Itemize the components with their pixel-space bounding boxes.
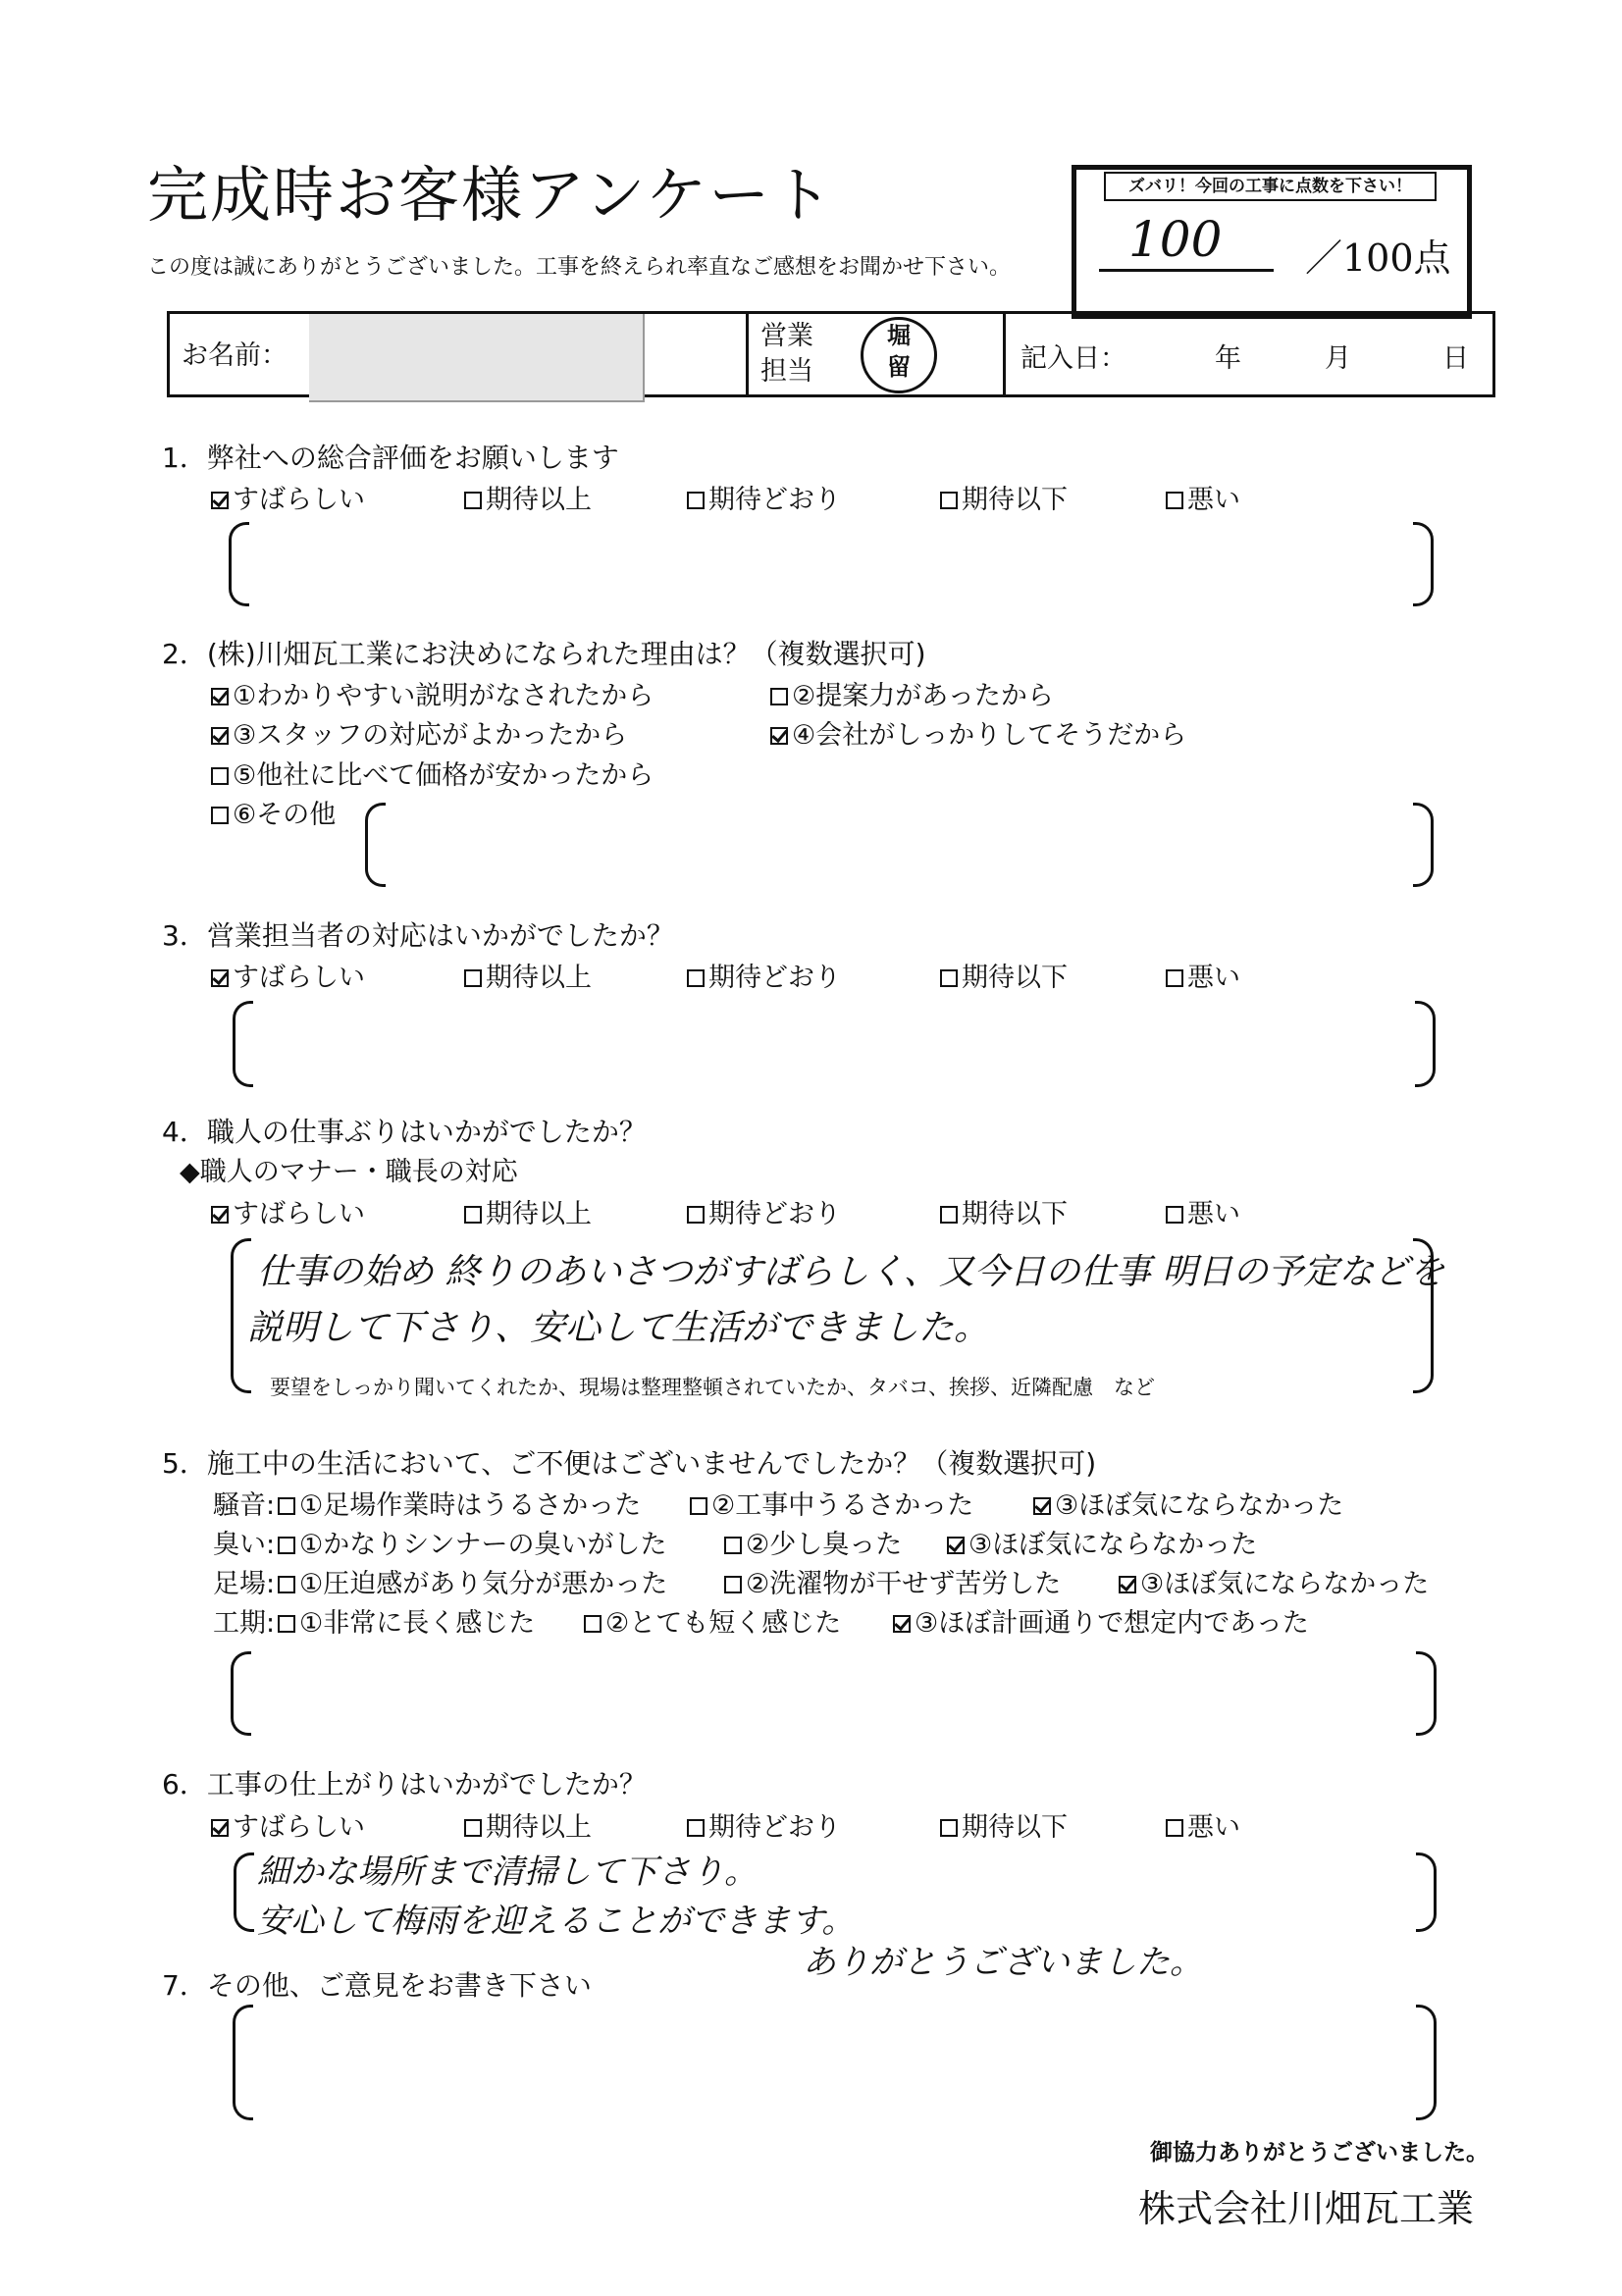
q7-comment-left-bracket	[233, 2005, 253, 2120]
sales-label	[760, 319, 819, 390]
checkbox[interactable]	[584, 1615, 602, 1633]
q3-option[interactable]: 期待以下	[940, 956, 1068, 994]
q3-title: 3．営業担当者の対応はいかがでしたか？	[162, 919, 674, 952]
q5-option[interactable]: ①足場作業時はうるさかった	[278, 1484, 641, 1522]
q6-option[interactable]: 期待以上	[464, 1805, 592, 1844]
q6-option[interactable]: すばらしい	[211, 1805, 365, 1844]
checkbox[interactable]	[687, 1819, 705, 1837]
q4-title: 4．職人の仕事ぶりはいかがでしたか？	[162, 1116, 647, 1148]
q2-option[interactable]: ④会社がしっかりしてそうだから	[770, 713, 1186, 752]
q2-option[interactable]: ⑤他社に比べて価格が安かったから	[211, 754, 654, 792]
score-label: ズバリ！今回の工事に点数を下さい！	[1104, 172, 1437, 201]
sales-stamp	[861, 317, 937, 393]
q4-option[interactable]: 悪い	[1166, 1192, 1240, 1230]
sales-label-line1: 営業	[760, 321, 813, 351]
q4-handwritten-comment-line1: 仕事の始め 終りのあいさつがすばらしく、又今日の仕事 明日の予定などを	[257, 1252, 1445, 1292]
checkbox[interactable]	[1166, 1819, 1183, 1837]
q1-title: 1．弊社への総合評価をお願いします	[162, 442, 619, 474]
stamp-line1: 堀	[887, 322, 911, 349]
q3-option[interactable]: 期待どおり	[687, 956, 841, 994]
checkbox[interactable]	[211, 492, 229, 509]
q5-option[interactable]: ①非常に長く感じた	[278, 1601, 535, 1640]
checkbox[interactable]	[464, 1819, 482, 1837]
q5-option[interactable]: ②洗濯物が干せず苦労した	[724, 1562, 1061, 1600]
checkbox[interactable]	[211, 688, 229, 705]
q2-other-right-bracket	[1413, 803, 1434, 887]
checkbox[interactable]	[211, 1819, 229, 1837]
checkbox[interactable]	[940, 492, 958, 509]
checkbox[interactable]	[940, 969, 958, 987]
q4-handwritten-comment-line2: 説明して下さり、安心して生活ができました。	[247, 1308, 990, 1348]
checkbox[interactable]	[770, 688, 788, 705]
q6-comment-left-bracket	[234, 1852, 254, 1932]
q1-option[interactable]: 期待以下	[940, 478, 1068, 516]
q5-option[interactable]: ③ほぼ気にならなかった	[947, 1523, 1257, 1561]
q2-option[interactable]: ⑥その他	[211, 793, 336, 831]
checkbox[interactable]	[211, 767, 229, 785]
checkbox[interactable]	[690, 1497, 707, 1515]
q2-option[interactable]: ③スタッフの対応がよかったから	[211, 713, 627, 752]
q1-option[interactable]: 期待どおり	[687, 478, 841, 516]
checkbox[interactable]	[1119, 1576, 1136, 1593]
checkbox[interactable]	[278, 1497, 295, 1515]
q4-subheading: ◆職人のマナー・職長の対応	[180, 1157, 518, 1187]
checkbox[interactable]	[211, 1206, 229, 1224]
q6-comment-right-bracket	[1416, 1852, 1437, 1932]
page-title: 完成時お客様アンケート	[147, 159, 835, 231]
page-subtitle: この度は誠にありがとうございました。工事を終えられ率直なご感想をお聞かせ下さい。	[147, 255, 1012, 280]
q1-option[interactable]: すばらしい	[211, 478, 365, 516]
q3-option[interactable]: 悪い	[1166, 956, 1240, 994]
checkbox[interactable]	[770, 727, 788, 745]
checkbox[interactable]	[278, 1576, 295, 1593]
sales-label-line2: 担当	[760, 356, 813, 387]
date-month: 月	[1325, 343, 1351, 374]
divider	[746, 311, 749, 394]
date-year: 年	[1215, 343, 1241, 374]
checkbox[interactable]	[893, 1615, 911, 1633]
score-max: ／100点	[1305, 236, 1451, 280]
date-day: 日	[1442, 343, 1469, 374]
checkbox[interactable]	[1166, 492, 1183, 509]
q5-option[interactable]: ③ほぼ計画通りで想定内であった	[893, 1601, 1309, 1640]
q5-option[interactable]: ②工事中うるさかった	[690, 1484, 973, 1522]
score-underline	[1099, 269, 1274, 272]
q4-option[interactable]: すばらしい	[211, 1192, 365, 1230]
q3-option[interactable]: 期待以上	[464, 956, 592, 994]
q5-row-label: 騒音:	[213, 1490, 276, 1521]
checkbox[interactable]	[211, 969, 229, 987]
q2-option[interactable]: ①わかりやすい説明がなされたから	[211, 674, 654, 712]
q6-handwritten-comment-line3: ありがとうございました。	[803, 1943, 1203, 1982]
q5-comment-right-bracket	[1416, 1651, 1437, 1736]
checkbox[interactable]	[687, 1206, 705, 1224]
score-value[interactable]: 100	[1128, 211, 1223, 268]
q1-comment-right-bracket	[1413, 522, 1434, 606]
q2-title: 2．(株)川畑瓦工業にお決めになられた理由は？（複数選択可)	[162, 638, 926, 670]
checkbox[interactable]	[464, 1206, 482, 1224]
q6-handwritten-comment-line1: 細かな場所まで清掃して下さり。	[257, 1852, 758, 1892]
q5-option[interactable]: ①圧迫感があり気分が悪かった	[278, 1562, 667, 1600]
company-name: 株式会社川畑瓦工業	[1138, 2187, 1475, 2230]
checkbox[interactable]	[940, 1819, 958, 1837]
checkbox[interactable]	[940, 1206, 958, 1224]
q4-hint: 要望をしっかり聞いてくれたか、現場は整理整頓されていたか、タバコ、挨拶、近隣配慮 など	[270, 1376, 1155, 1399]
checkbox[interactable]	[278, 1537, 295, 1554]
checkbox[interactable]	[464, 492, 482, 509]
checkbox[interactable]	[947, 1537, 965, 1554]
q5-option[interactable]: ②とても短く感じた	[584, 1601, 841, 1640]
footer-thanks: 御協力ありがとうございました。	[1150, 2140, 1489, 2166]
date-label: 記入日：	[1020, 343, 1126, 374]
checkbox[interactable]	[724, 1537, 742, 1554]
q5-row-label: 臭い:	[213, 1530, 276, 1560]
q6-option[interactable]: 悪い	[1166, 1805, 1240, 1844]
q4-option[interactable]: 期待どおり	[687, 1192, 841, 1230]
q5-comment-left-bracket	[231, 1651, 251, 1736]
checkbox[interactable]	[687, 969, 705, 987]
q5-row-label: 工期:	[213, 1608, 276, 1639]
checkbox[interactable]	[464, 969, 482, 987]
q4-option[interactable]: 期待以下	[940, 1192, 1068, 1230]
checkbox[interactable]	[1166, 969, 1183, 987]
q6-option[interactable]: 期待どおり	[687, 1805, 841, 1844]
q3-comment-right-bracket	[1415, 1001, 1436, 1087]
name-label: お名前：	[182, 340, 288, 371]
q4-option[interactable]: 期待以上	[464, 1192, 592, 1230]
q1-option[interactable]: 期待以上	[464, 478, 592, 516]
q6-title: 6．工事の仕上がりはいかがでしたか？	[162, 1768, 647, 1800]
q6-option[interactable]: 期待以下	[940, 1805, 1068, 1844]
checkbox[interactable]	[211, 807, 229, 824]
q1-comment-left-bracket	[229, 522, 249, 606]
checkbox[interactable]	[724, 1576, 742, 1593]
checkbox[interactable]	[1166, 1206, 1183, 1224]
q5-title: 5．施工中の生活において、ご不便はございませんでしたか？（複数選択可)	[162, 1447, 1097, 1480]
q3-comment-left-bracket	[233, 1001, 253, 1087]
name-field-redacted[interactable]	[309, 314, 645, 402]
q5-option[interactable]: ③ほぼ気にならなかった	[1033, 1484, 1343, 1522]
q5-option[interactable]: ②少し臭った	[724, 1523, 902, 1561]
q5-option[interactable]: ③ほぼ気にならなかった	[1119, 1562, 1429, 1600]
q2-option[interactable]: ②提案力があったから	[770, 674, 1054, 712]
q2-other-left-bracket	[365, 803, 386, 887]
checkbox[interactable]	[1033, 1497, 1051, 1515]
q6-handwritten-comment-line2: 安心して梅雨を迎えることができます。	[257, 1902, 856, 1941]
q1-option[interactable]: 悪い	[1166, 478, 1240, 516]
stamp-line2: 留	[887, 353, 911, 381]
q7-comment-right-bracket	[1416, 2005, 1437, 2120]
checkbox[interactable]	[278, 1615, 295, 1633]
divider	[1003, 311, 1006, 394]
checkbox[interactable]	[211, 727, 229, 745]
q7-title: 7．その他、ご意見をお書き下さい	[162, 1969, 592, 2002]
q5-option[interactable]: ①かなりシンナーの臭いがした	[278, 1523, 667, 1561]
checkbox[interactable]	[687, 492, 705, 509]
q5-row-label: 足場:	[213, 1569, 276, 1599]
q3-option[interactable]: すばらしい	[211, 956, 365, 994]
